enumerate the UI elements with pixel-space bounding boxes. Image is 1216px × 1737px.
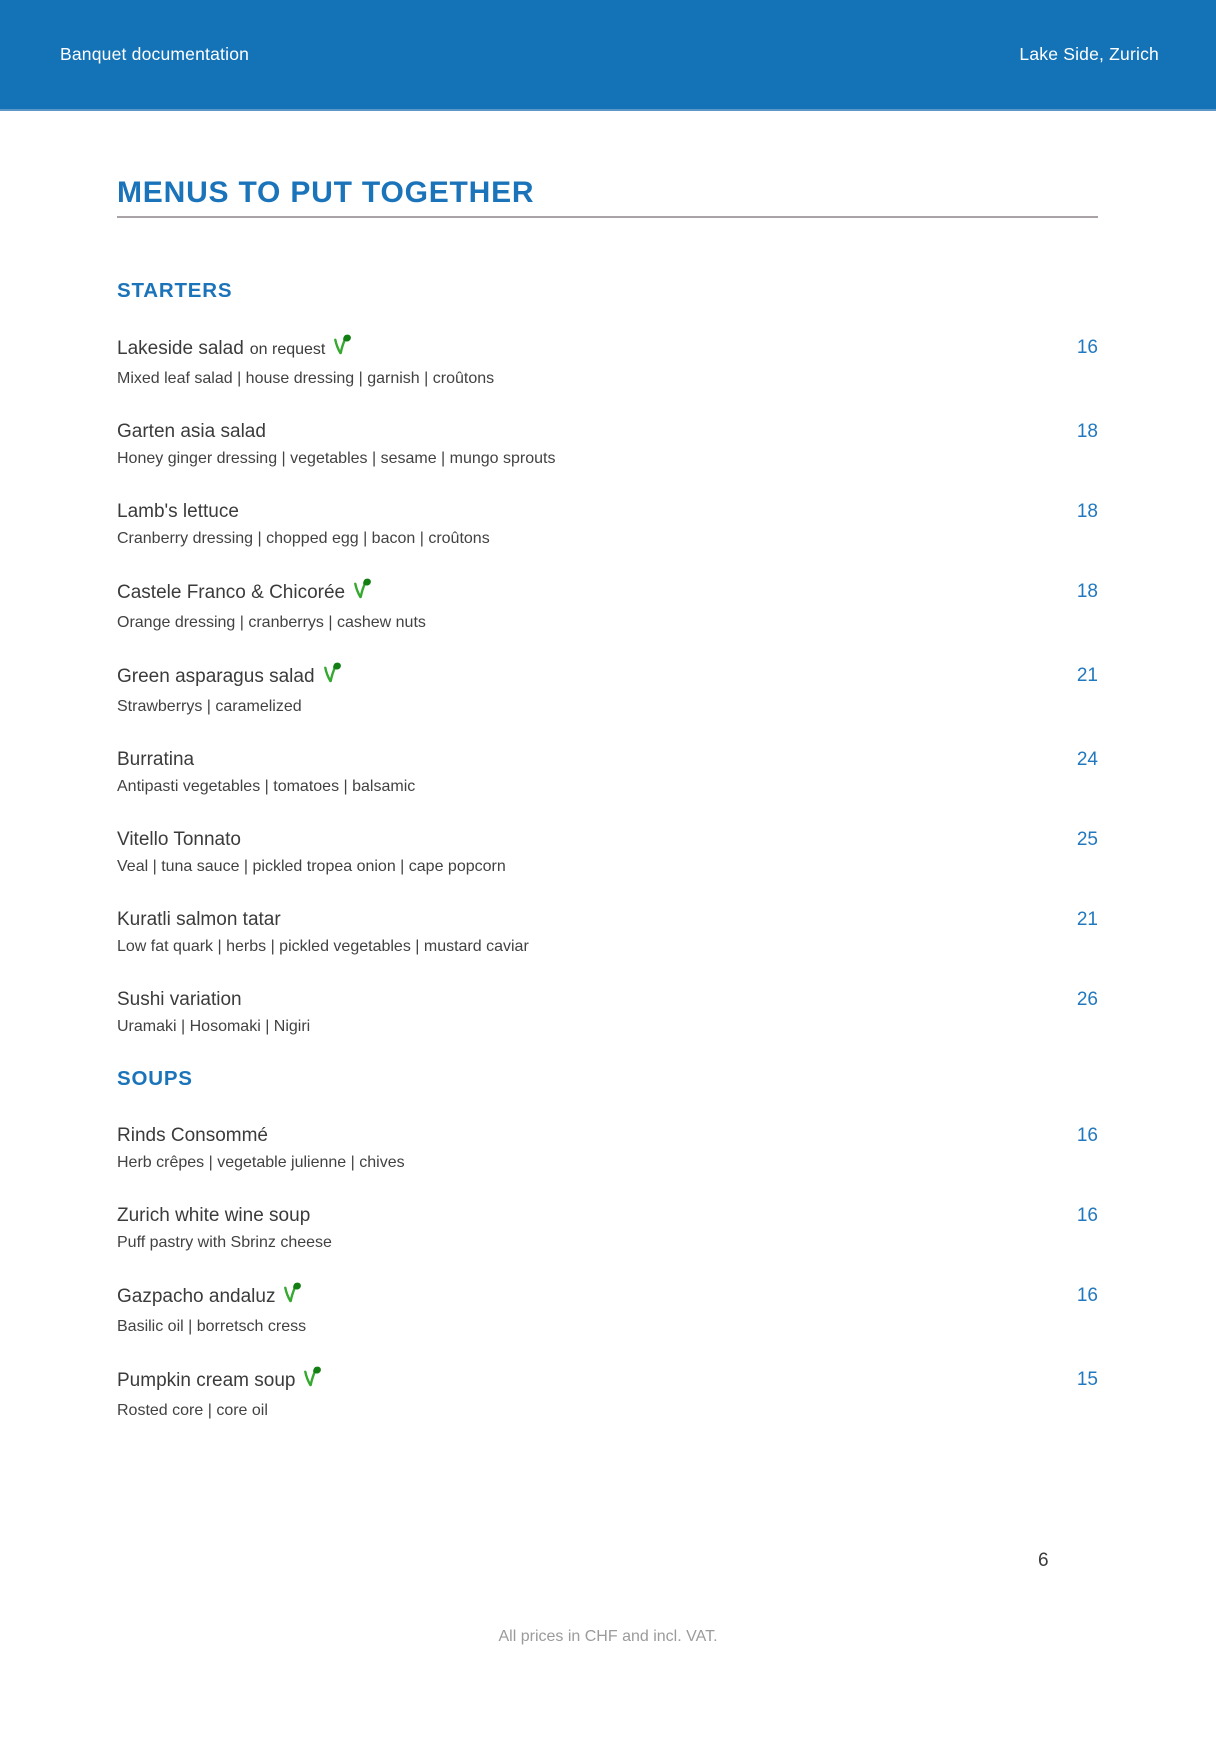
section-items [117,1122,1098,1424]
sprout-icon [351,578,372,610]
item-main [117,578,426,636]
item-title: Garten asia salad [117,421,266,442]
item-price: 25 [1076,829,1098,850]
item-price: 21 [1076,909,1098,930]
menu-item [117,826,1098,880]
item-title-row [117,986,310,1014]
header-location: Lake Side, Zurich [1019,44,1159,64]
item-description: Antipasti vegetables | tomatoes | balsamic [117,778,416,795]
item-description: Basilic oil | borretsch cress [117,1318,307,1335]
item-price: 16 [1076,1205,1098,1226]
item-price: 18 [1076,421,1098,442]
item-title-row [117,334,494,366]
item-title: Castele Franco & Chicorée [117,582,346,603]
item-description: Veal | tuna sauce | pickled tropea onion | cape popcorn [117,858,506,875]
item-title: Rinds Consommé [117,1125,268,1146]
item-main [117,498,490,552]
sprout-icon [281,1282,302,1314]
item-description: Herb crêpes | vegetable julienne | chives [117,1154,405,1171]
item-main [117,334,494,392]
page-number: 6 [1038,1550,1049,1571]
item-description: Cranberry dressing | chopped egg | bacon | croûtons [117,530,490,547]
item-title-row [117,906,529,934]
menu-item [117,578,1098,636]
footer-note: All prices in CHF and incl. VAT. [498,1628,718,1645]
item-title-row [117,746,415,774]
item-main [117,1282,306,1340]
menu-item [117,418,1098,472]
item-main [117,746,415,800]
item-title-row [117,498,490,526]
item-title-row [117,418,555,446]
item-title-row [117,662,342,694]
item-title-row [117,1122,405,1150]
item-title: Kuratli salmon tatar [117,909,281,930]
item-title: Lamb's lettuce [117,501,239,522]
document-header [0,0,1216,111]
item-price: 18 [1076,581,1098,602]
menu-item [117,1122,1098,1176]
menu-item [117,986,1098,1040]
item-description: Mixed leaf salad | house dressing | garnish | croûtons [117,370,495,387]
page-content [0,177,1216,1424]
item-description: Puff pastry with Sbrinz cheese [117,1234,332,1251]
section-title: STARTERS [117,279,233,302]
item-description: Orange dressing | cranberrys | cashew nuts [117,614,426,631]
sprout-icon [331,334,352,366]
item-price: 15 [1076,1369,1098,1390]
item-title: Vitello Tonnato [117,829,241,850]
section-title: SOUPS [117,1067,193,1090]
item-description: Uramaki | Hosomaki | Nigiri [117,1018,311,1035]
menu-section [117,278,1098,1040]
item-main [117,1122,405,1176]
item-price: 18 [1076,501,1098,522]
item-title: Pumpkin cream soup [117,1370,296,1391]
item-main [117,826,506,880]
item-main [117,986,310,1040]
item-main [117,418,555,472]
item-title: Gazpacho andaluz [117,1286,276,1307]
item-price: 21 [1076,665,1098,686]
sprout-icon [301,1366,322,1398]
item-price: 16 [1076,337,1098,358]
item-main [117,1366,322,1424]
item-title: Zurich white wine soup [117,1205,311,1226]
title-underline [117,216,1098,218]
item-title-row [117,1202,332,1230]
item-description: Low fat quark | herbs | pickled vegetables | mustard caviar [117,938,529,955]
section-items [117,334,1098,1040]
sprout-icon [321,662,342,694]
menu-item [117,1202,1098,1256]
menu-item [117,1366,1098,1424]
item-price: 26 [1076,989,1098,1010]
item-price: 16 [1076,1125,1098,1146]
item-price: 16 [1076,1285,1098,1306]
item-main [117,662,342,720]
item-description: Strawberrys | caramelized [117,698,302,715]
item-main [117,1202,332,1256]
menu-item [117,662,1098,720]
header-doc-title: Banquet documentation [60,44,250,64]
item-title-row [117,1282,306,1314]
item-title: Green asparagus salad [117,666,315,687]
item-description: Honey ginger dressing | vegetables | sesame | mungo sprouts [117,450,556,467]
item-price: 24 [1076,749,1098,770]
menu-item [117,334,1098,392]
item-title: Lakeside salad [117,338,244,359]
item-title-row [117,578,426,610]
item-title-row [117,826,506,854]
menu-section [117,1066,1098,1424]
item-title: Sushi variation [117,989,242,1010]
item-title: Burratina [117,749,195,770]
menu-item [117,498,1098,552]
menu-item [117,1282,1098,1340]
page-title: MENUS TO PUT TOGETHER [117,176,535,209]
item-suffix: on request [249,341,326,358]
item-main [117,906,529,960]
item-title-row [117,1366,322,1398]
menu-item [117,746,1098,800]
item-description: Rosted core | core oil [117,1402,268,1419]
menu-sections [117,278,1098,1424]
menu-item [117,906,1098,960]
